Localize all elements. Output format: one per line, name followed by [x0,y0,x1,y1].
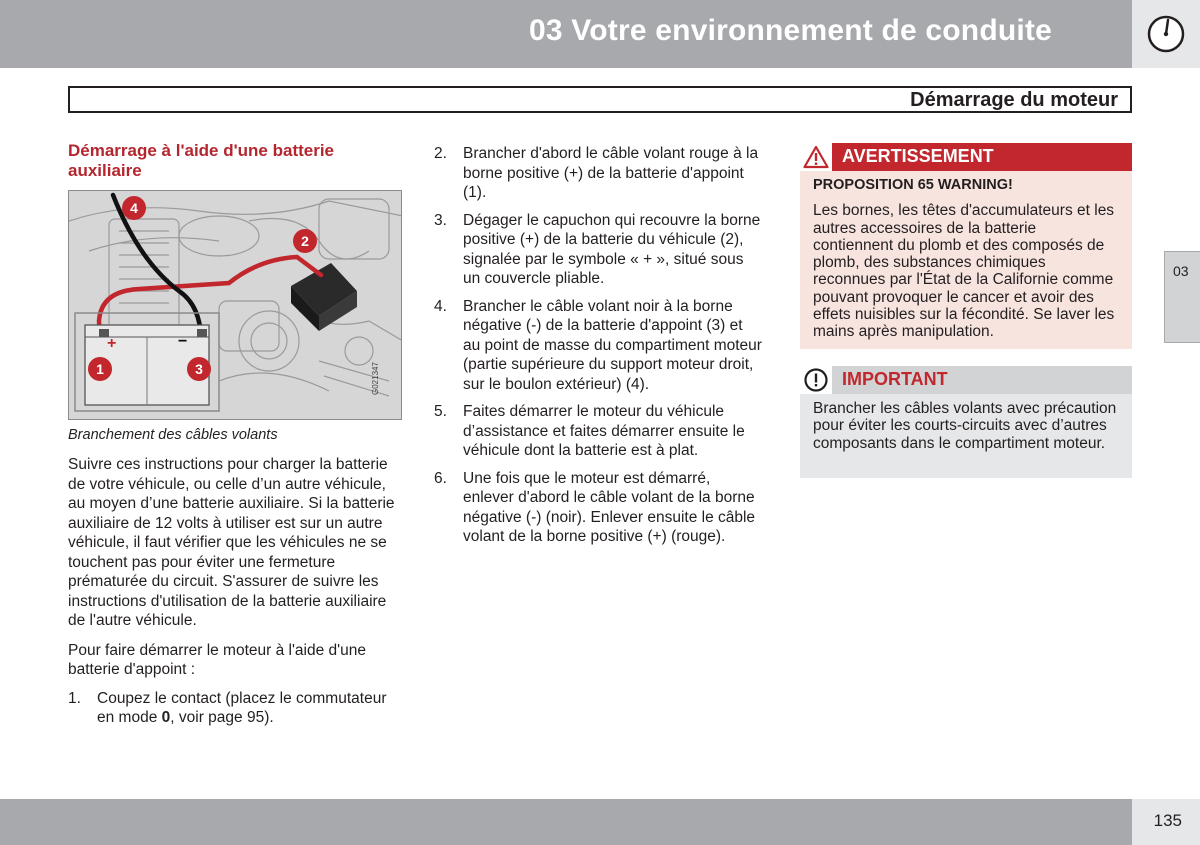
warning-title: AVERTISSEMENT [842,146,994,166]
step-text-part: Coupez le contact (placez le commutateur en mode [97,689,387,726]
intro-paragraph: Suivre ces instructions pour charger la batterie de votre véhicule, ou celle d’un autre véhicule, au moyen d’une batterie auxiliaire. Si la batterie auxiliaire de 12 volts à utiliser est sur un autre véhicule, il faut vérifier que les véhicules ne se touchent pas pour éviter une fermeture prématurée du circuit. S'assurer de suivre les instructions d'utilisation de la batterie auxiliaire de l'autre véhicule. [68,456,395,629]
steps-intro-paragraph: Pour faire démarrer le moteur à l'aide d'une batterie d'appoint : [68,641,366,678]
warning-subtitle: PROPOSITION 65 WARNING! [813,177,1013,193]
important-body [800,394,1132,452]
page-number-box [1132,799,1200,845]
sub-heading: Démarrage à l'aide d'une batterie auxiliaire [68,141,335,180]
callout-1: 1 [88,357,112,381]
warning-icon-holder [800,143,832,171]
jump-start-illustration [68,190,402,420]
callout-3: 3 [187,357,211,381]
column-middle [434,144,764,547]
exclamation-circle-icon [803,368,829,392]
warning-text: Les bornes, les têtes d'accumulateurs et les autres accessoires de la batterie contiennent du plomb et des composés de plomb, des substances chimiques reconnues par l'État de la Californie comme pouvant provoquer le cancer et avoir des effets nuisibles sur la fécondité. Se laver les mains après manipulation. [813,202,1115,341]
callout-4: 4 [122,196,146,220]
step-4 [434,297,764,395]
page-number: 135 [1153,811,1182,830]
important-text: Brancher les câbles volants avec précaution pour éviter les courts-circuits avec d’autres composants dans le compartiment moteur. [813,400,1117,452]
warning-triangle-icon [803,145,829,169]
step-5 [434,402,764,461]
important-icon-holder [800,366,832,394]
step-number: 4. [434,297,447,315]
warning-body [800,171,1132,341]
step-text: Faites démarrer le moteur du véhicule d’assistance et faites démarrer ensuite le véhicule dont la batterie est à plat. [463,403,745,459]
step-text-part: , voir page 95). [170,709,274,726]
step-number: 3. [434,211,447,229]
speedometer-gauge-icon [1146,14,1186,54]
chapter-title: 03 Votre environnement de conduite [528,14,1052,47]
step-number: 5. [434,403,447,420]
step-text: Dégager le capuchon qui recouvre la borne positive (+) de la batterie du véhicule (2), signalée par le symbole « + », situé sous un couvercle pliable. [463,211,761,287]
step-text: Brancher d'abord le câble volant rouge à la borne positive (+) de la batterie d'appoint (1). [463,145,759,201]
step-1 [68,689,402,728]
step-text-bold: 0 [161,709,171,726]
column-left [68,141,402,728]
header-band [0,0,1132,68]
step-text: Brancher le câble volant noir à la borne négative (-) de la batterie d'appoint (3) et au point de masse du compartiment moteur (partie supérieure du support moteur droit, sur le boulon extérieur) (4). [463,297,762,393]
warning-box [800,143,1132,349]
important-header [800,366,1132,394]
important-box [800,366,1132,478]
chapter-icon-box [1132,0,1200,68]
footer-band [0,799,1132,845]
step-number: 2. [434,145,447,162]
step-text: Une fois que le moteur est démarré, enlever d'abord le câble volant de la borne négative (-) (noir). Enlever ensuite le câble volant de la borne positive (+) (rouge). [463,469,756,545]
figure-caption: Branchement des câbles volants [68,427,278,443]
figure-code: G021347 [371,362,380,395]
step-number: 1. [68,689,81,707]
side-tab-label: 03 [1173,263,1189,279]
warning-header [800,143,1132,171]
chapter-side-tab[interactable] [1164,251,1200,343]
section-title: Démarrage du moteur [910,89,1118,111]
step-number: 6. [434,469,447,487]
callout-2: 2 [293,229,317,253]
section-bar [68,86,1132,113]
important-title: IMPORTANT [842,369,948,389]
step-6 [434,469,764,547]
battery-plus-symbol: + [107,335,117,352]
engine-bay-drawing [69,191,402,420]
battery-minus-symbol: − [178,333,188,350]
step-3 [434,211,764,289]
step-2 [434,144,764,203]
